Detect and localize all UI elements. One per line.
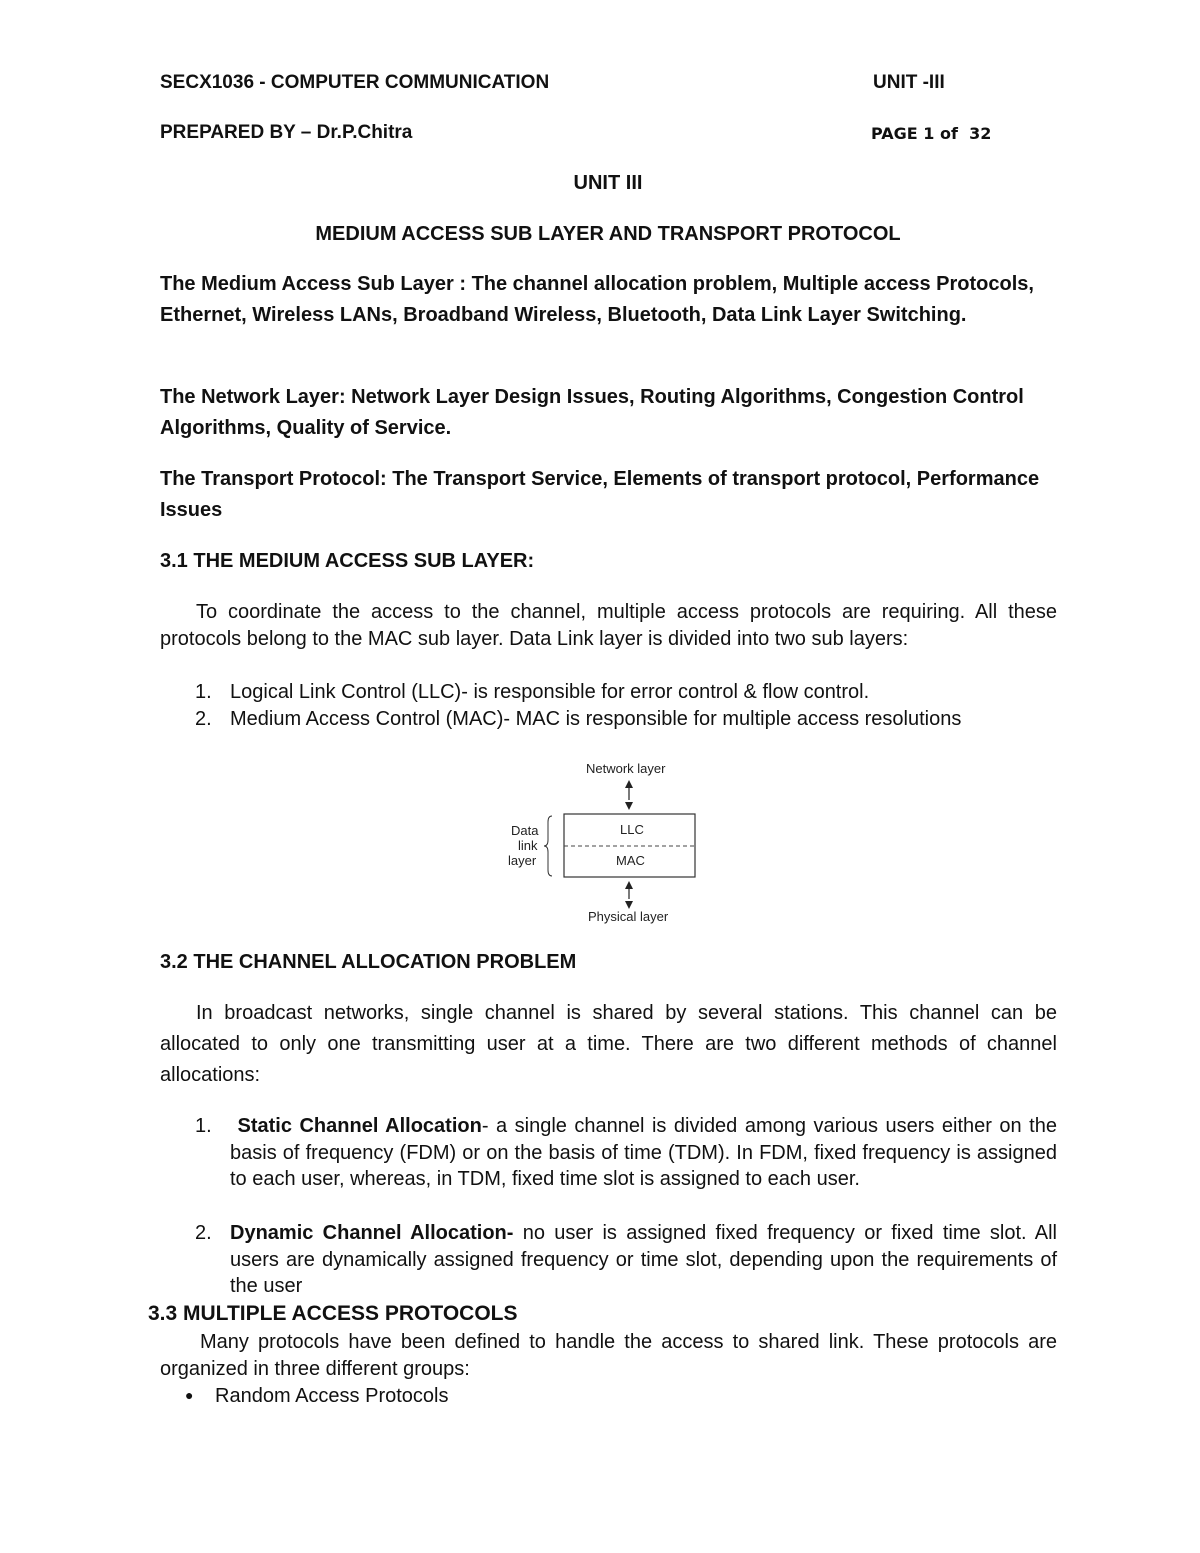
course-title: SECX1036 - COMPUTER COMMUNICATION <box>160 72 550 93</box>
page-label: PAGE <box>871 124 918 143</box>
syllabus-mac: The Medium Access Sub Layer : The channel allocation problem, Multiple access Protocols, Ethernet, Wireless LANs, Broadband Wireless, Bluetooth, Data Link Layer Switching. <box>160 273 1034 326</box>
page-current: 1 <box>923 124 935 143</box>
section-3-2-paragraph <box>160 998 1057 1091</box>
list-item <box>195 1113 1057 1193</box>
subject-heading: MEDIUM ACCESS SUB LAYER AND TRANSPORT PROTOCOL <box>315 223 901 245</box>
data-link-label-2: link <box>518 838 538 853</box>
arrow-up-icon <box>625 881 633 889</box>
physical-layer-label: Physical layer <box>588 909 669 924</box>
list-text: Medium Access Control (MAC)- MAC is responsible for multiple access resolutions <box>230 708 962 730</box>
page-number <box>871 124 991 143</box>
list-text <box>230 1113 1057 1193</box>
arrow-down-icon <box>625 802 633 810</box>
list-item <box>195 1220 1057 1300</box>
bullet-text: Random Access Protocols <box>215 1385 449 1407</box>
list-number: 1. <box>195 1115 212 1137</box>
data-link-layer-diagram <box>498 756 708 928</box>
list-text <box>230 1220 1057 1300</box>
page-of: of <box>940 124 958 143</box>
list-number: 2. <box>195 1222 212 1244</box>
list-number: 1. <box>195 681 212 703</box>
section-3-3-text: Many protocols have been defined to handle the access to shared link. These protocols are organized in three different groups: <box>160 1331 1057 1380</box>
list-text: Logical Link Control (LLC)- is responsible for error control & flow control. <box>230 681 870 703</box>
list-item <box>185 1385 448 1408</box>
section-3-2-text: In broadcast networks, single channel is shared by several stations. This channel can be allocated to only one transmitting user at a time. There are two different methods of channel allocations: <box>160 1002 1057 1086</box>
bullet-icon: ● <box>185 1387 194 1403</box>
list-number: 2. <box>195 708 212 730</box>
unit-heading: UNIT III <box>573 172 643 194</box>
list-body: no user is assigned fixed frequency or fixed time slot. All users are dynamically assigned frequency or time slot, depending upon the requirements of the user <box>230 1222 1057 1297</box>
arrow-down-icon <box>625 901 633 909</box>
section-3-3-paragraph <box>160 1329 1057 1382</box>
page-total: 32 <box>969 124 992 143</box>
mac-label: MAC <box>616 853 645 868</box>
unit-label: UNIT -III <box>873 72 945 93</box>
prepared-by: PREPARED BY – Dr.P.Chitra <box>160 122 413 143</box>
syllabus-transport: The Transport Protocol: The Transport Service, Elements of transport protocol, Performance Issues <box>160 468 1040 521</box>
bracket <box>544 816 552 876</box>
llc-label: LLC <box>620 822 644 837</box>
section-3-1-paragraph <box>160 599 1057 652</box>
section-3-1-heading: 3.1 THE MEDIUM ACCESS SUB LAYER: <box>160 550 535 572</box>
list-label: Static Channel Allocation <box>237 1115 482 1137</box>
data-link-label-3: layer <box>508 853 537 868</box>
list-item <box>195 679 1057 706</box>
network-layer-label: Network layer <box>586 761 666 776</box>
section-3-1-text: To coordinate the access to the channel, multiple access protocols are requiring. All these protocols belong to the MAC sub layer. Data Link layer is divided into two sub layers: <box>160 601 1057 650</box>
list-label: Dynamic Channel Allocation- <box>230 1222 514 1244</box>
section-3-2-heading: 3.2 THE CHANNEL ALLOCATION PROBLEM <box>160 951 577 973</box>
list-item <box>195 706 1057 733</box>
list-body: - a single channel is divided among various users either on the basis of frequency (FDM) or on the basis of time (TDM). In FDM, fixed frequency is assigned to each user, whereas, in TDM, fixed time slot is assigned to each user. <box>230 1115 1057 1190</box>
arrow-up-icon <box>625 780 633 788</box>
data-link-label-1: Data <box>511 823 539 838</box>
section-3-3-heading: 3.3 MULTIPLE ACCESS PROTOCOLS <box>148 1302 518 1325</box>
syllabus-network: The Network Layer: Network Layer Design Issues, Routing Algorithms, Congestion Control Algorithms, Quality of Service. <box>160 386 1024 439</box>
